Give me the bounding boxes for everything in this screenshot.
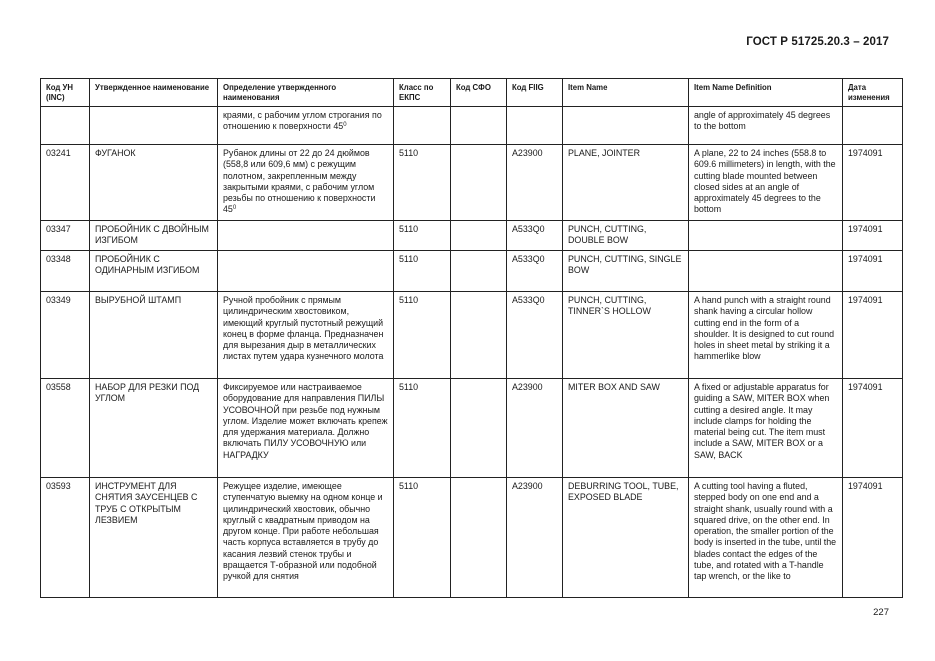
cell-code-text: 03593	[46, 481, 71, 491]
cell-definition-text: Фиксируемое или настраиваемое оборудование для направления ПИЛЫ УСОВОЧНОЙ при резьбе под нужным углом. Изделие может включать крепеж для удержания материала. Должно включать ПИЛУ УСОВОЧНУЮ или НАГРАДКУ	[223, 382, 388, 460]
cell-item-definition	[689, 251, 843, 292]
cell-sfo	[451, 292, 507, 379]
cell-class	[394, 107, 451, 145]
col-header-definition: Определение утвержденного наименования	[218, 79, 394, 107]
cell-fiig	[507, 251, 563, 292]
col-header-code: Код УН (INC)	[41, 79, 90, 107]
cell-item-name-text: PUNCH, CUTTING, DOUBLE BOW	[568, 224, 647, 246]
cell-definition-text: краями, с рабочим углом строгания по отношению к поверхности 45	[223, 110, 382, 132]
cell-name-text: ПРОБОЙНИК С ОДИНАРНЫМ ИЗГИБОМ	[95, 254, 200, 276]
cell-sfo	[451, 251, 507, 292]
cell-fiig-text: A23900	[512, 148, 543, 158]
cell-definition	[218, 478, 394, 598]
col-header-class: Класс по ЕКПС	[394, 79, 451, 107]
cell-fiig	[507, 107, 563, 145]
col-header-sfo: Код СФО	[451, 79, 507, 107]
cell-item-definition-text: A cutting tool having a fluted, stepped body on one end and a straight shank, usually round with a squared drive, on the other end. In operation, the smaller portion of the body is inserted in the tube, until the blades contact the edges of the tube, and rotated with a T-handle tap wrench, or the like to	[694, 481, 837, 582]
cell-code-text: 03558	[46, 382, 71, 392]
cell-item-definition	[689, 292, 843, 379]
cell-date	[843, 379, 903, 478]
cell-item-name-text: PUNCH, CUTTING, SINGLE BOW	[568, 254, 682, 276]
col-header-fiig: Код FIIG	[507, 79, 563, 107]
cell-code	[41, 221, 90, 251]
cell-class-text: 5110	[399, 148, 419, 158]
cell-definition-text: Рубанок длины от 22 до 24 дюймов (558,8 или 609,6 мм) с режущим полотном, закрепленным между закрытыми краями, с рабочим углом резьбы по отношению к поверхности 45	[223, 148, 376, 215]
cell-date	[843, 478, 903, 598]
cell-class-text: 5110	[399, 295, 419, 305]
col-header-name: Утвержденное наименование	[90, 79, 218, 107]
cell-name	[90, 379, 218, 478]
cell-item-name-text: PUNCH, CUTTING, TINNER`S HOLLOW	[568, 295, 651, 317]
cell-fiig-text: A533Q0	[512, 254, 545, 264]
cell-name-text: ФУГАНОК	[95, 148, 136, 158]
cell-item-definition	[689, 145, 843, 221]
cell-code-text: 03348	[46, 254, 71, 264]
cell-sfo	[451, 379, 507, 478]
cell-code	[41, 292, 90, 379]
cell-item-definition	[689, 478, 843, 598]
cell-item-definition-text: A hand punch with a straight round shank having a circular hollow cutting end in the form of a shoulder. It is designed to cut round holes in sheet metal by striking it a hammerlike blow	[694, 295, 835, 362]
col-header-date: Дата изменения	[843, 79, 903, 107]
cell-fiig	[507, 145, 563, 221]
page-number: 227	[873, 607, 889, 618]
cell-code-text: 03349	[46, 295, 71, 305]
cell-definition-text: Ручной пробойник с прямым цилиндрическим хвостовиком, имеющий круглый пустотный режущий конец в форме фланца. Предназначен для вырезания дыр в металлических листах путем удара кузнечного молота	[223, 295, 384, 362]
cell-name	[90, 478, 218, 598]
cell-name-text: ИНСТРУМЕНТ ДЛЯ СНЯТИЯ ЗАУСЕНЦЕВ С ТРУБ С ОТКРЫТЫМ ЛЕЗВИЕМ	[95, 481, 198, 525]
cell-fiig-text: A23900	[512, 481, 543, 491]
cell-date	[843, 251, 903, 292]
cell-sfo	[451, 221, 507, 251]
cell-item-name	[563, 107, 689, 145]
cell-class	[394, 379, 451, 478]
cell-definition	[218, 221, 394, 251]
cell-item-name	[563, 379, 689, 478]
cell-date-text: 1974091	[848, 481, 883, 491]
cell-definition	[218, 379, 394, 478]
cell-definition-text: Режущее изделие, имеющее ступенчатую выемку на одном конце и цилиндрический хвостовик, обычно круглый с квадратным приводом на другом конце. При работе небольшая часть корпуса вставляется в трубу до касания лезвий стенок трубы и вращается Т-образной или подобной ручкой для снятия	[223, 481, 383, 582]
cell-date-text: 1974091	[848, 382, 883, 392]
cell-item-name-text: PLANE, JOINTER	[568, 148, 641, 158]
cell-code	[41, 478, 90, 598]
cell-name-text: ВЫРУБНОЙ ШТАМП	[95, 295, 182, 305]
table-row	[41, 251, 903, 292]
cell-item-name	[563, 145, 689, 221]
cell-class	[394, 251, 451, 292]
cell-date-text: 1974091	[848, 295, 883, 305]
table-row	[41, 379, 903, 478]
cell-sfo	[451, 145, 507, 221]
cell-item-name-text: DEBURRING TOOL, TUBE, EXPOSED BLADE	[568, 481, 679, 503]
cell-item-name	[563, 478, 689, 598]
table-row	[41, 145, 903, 221]
cell-name	[90, 107, 218, 145]
cell-name	[90, 221, 218, 251]
cell-definition	[218, 145, 394, 221]
cell-item-definition	[689, 379, 843, 478]
cell-date	[843, 145, 903, 221]
table-row	[41, 221, 903, 251]
cell-code	[41, 251, 90, 292]
degree-superscript: 0	[343, 122, 347, 129]
col-header-item-definition: Item Name Definition	[689, 79, 843, 107]
standard-designation: ГОСТ Р 51725.20.3 – 2017	[746, 36, 889, 48]
cell-definition	[218, 292, 394, 379]
cell-code-text: 03241	[46, 148, 71, 158]
cell-fiig	[507, 292, 563, 379]
cell-item-definition	[689, 107, 843, 145]
cell-date	[843, 107, 903, 145]
cell-fiig-text: A533Q0	[512, 295, 545, 305]
cell-sfo	[451, 107, 507, 145]
cell-item-definition-text: A fixed or adjustable apparatus for guiding a SAW, MITER BOX when cutting a desired angle. It may include clamps for holding the material being cut. The item must include a SAW, MITER BOX or a SAW, BACK	[694, 382, 830, 460]
cell-name	[90, 145, 218, 221]
cell-date	[843, 292, 903, 379]
cell-definition	[218, 107, 394, 145]
col-header-item-name: Item Name	[563, 79, 689, 107]
cell-date	[843, 221, 903, 251]
cell-fiig	[507, 379, 563, 478]
cell-class	[394, 145, 451, 221]
cell-name-text: ПРОБОЙНИК С ДВОЙНЫМ ИЗГИБОМ	[95, 224, 209, 246]
cell-definition	[218, 251, 394, 292]
cell-item-definition	[689, 221, 843, 251]
cell-class-text: 5110	[399, 254, 419, 264]
cell-class-text: 5110	[399, 382, 419, 392]
cell-class-text: 5110	[399, 224, 419, 234]
cell-class	[394, 292, 451, 379]
cell-code-text: 03347	[46, 224, 71, 234]
table-row	[41, 478, 903, 598]
cell-item-name	[563, 251, 689, 292]
cell-code	[41, 107, 90, 145]
cell-name	[90, 292, 218, 379]
table-header-row	[41, 79, 903, 107]
cell-fiig	[507, 221, 563, 251]
cell-code	[41, 379, 90, 478]
cell-item-name	[563, 292, 689, 379]
cell-fiig-text: A23900	[512, 382, 543, 392]
cell-item-definition-text: A plane, 22 to 24 inches (558.8 to 609.6 millimeters) in length, with the cutting blade mounted between closed sides at an angle of approximately 45 degrees to the bottom	[694, 148, 836, 215]
cell-class-text: 5110	[399, 481, 419, 491]
degree-superscript: 0	[232, 205, 237, 212]
cell-item-name	[563, 221, 689, 251]
cell-date-text: 1974091	[848, 224, 883, 234]
table-row	[41, 107, 903, 145]
cell-item-definition-text: angle of approximately 45 degrees to the bottom	[694, 110, 831, 132]
cell-name	[90, 251, 218, 292]
cell-item-name-text: MITER BOX AND SAW	[568, 382, 660, 392]
cell-date-text: 1974091	[848, 148, 883, 158]
cell-fiig-text: A533Q0	[512, 224, 545, 234]
cell-class	[394, 478, 451, 598]
cell-date-text: 1974091	[848, 254, 883, 264]
table-row	[41, 292, 903, 379]
cell-class	[394, 221, 451, 251]
cell-code	[41, 145, 90, 221]
cell-fiig	[507, 478, 563, 598]
item-names-table	[40, 78, 903, 598]
cell-name-text: НАБОР ДЛЯ РЕЗКИ ПОД УГЛОМ	[95, 382, 200, 404]
cell-sfo	[451, 478, 507, 598]
